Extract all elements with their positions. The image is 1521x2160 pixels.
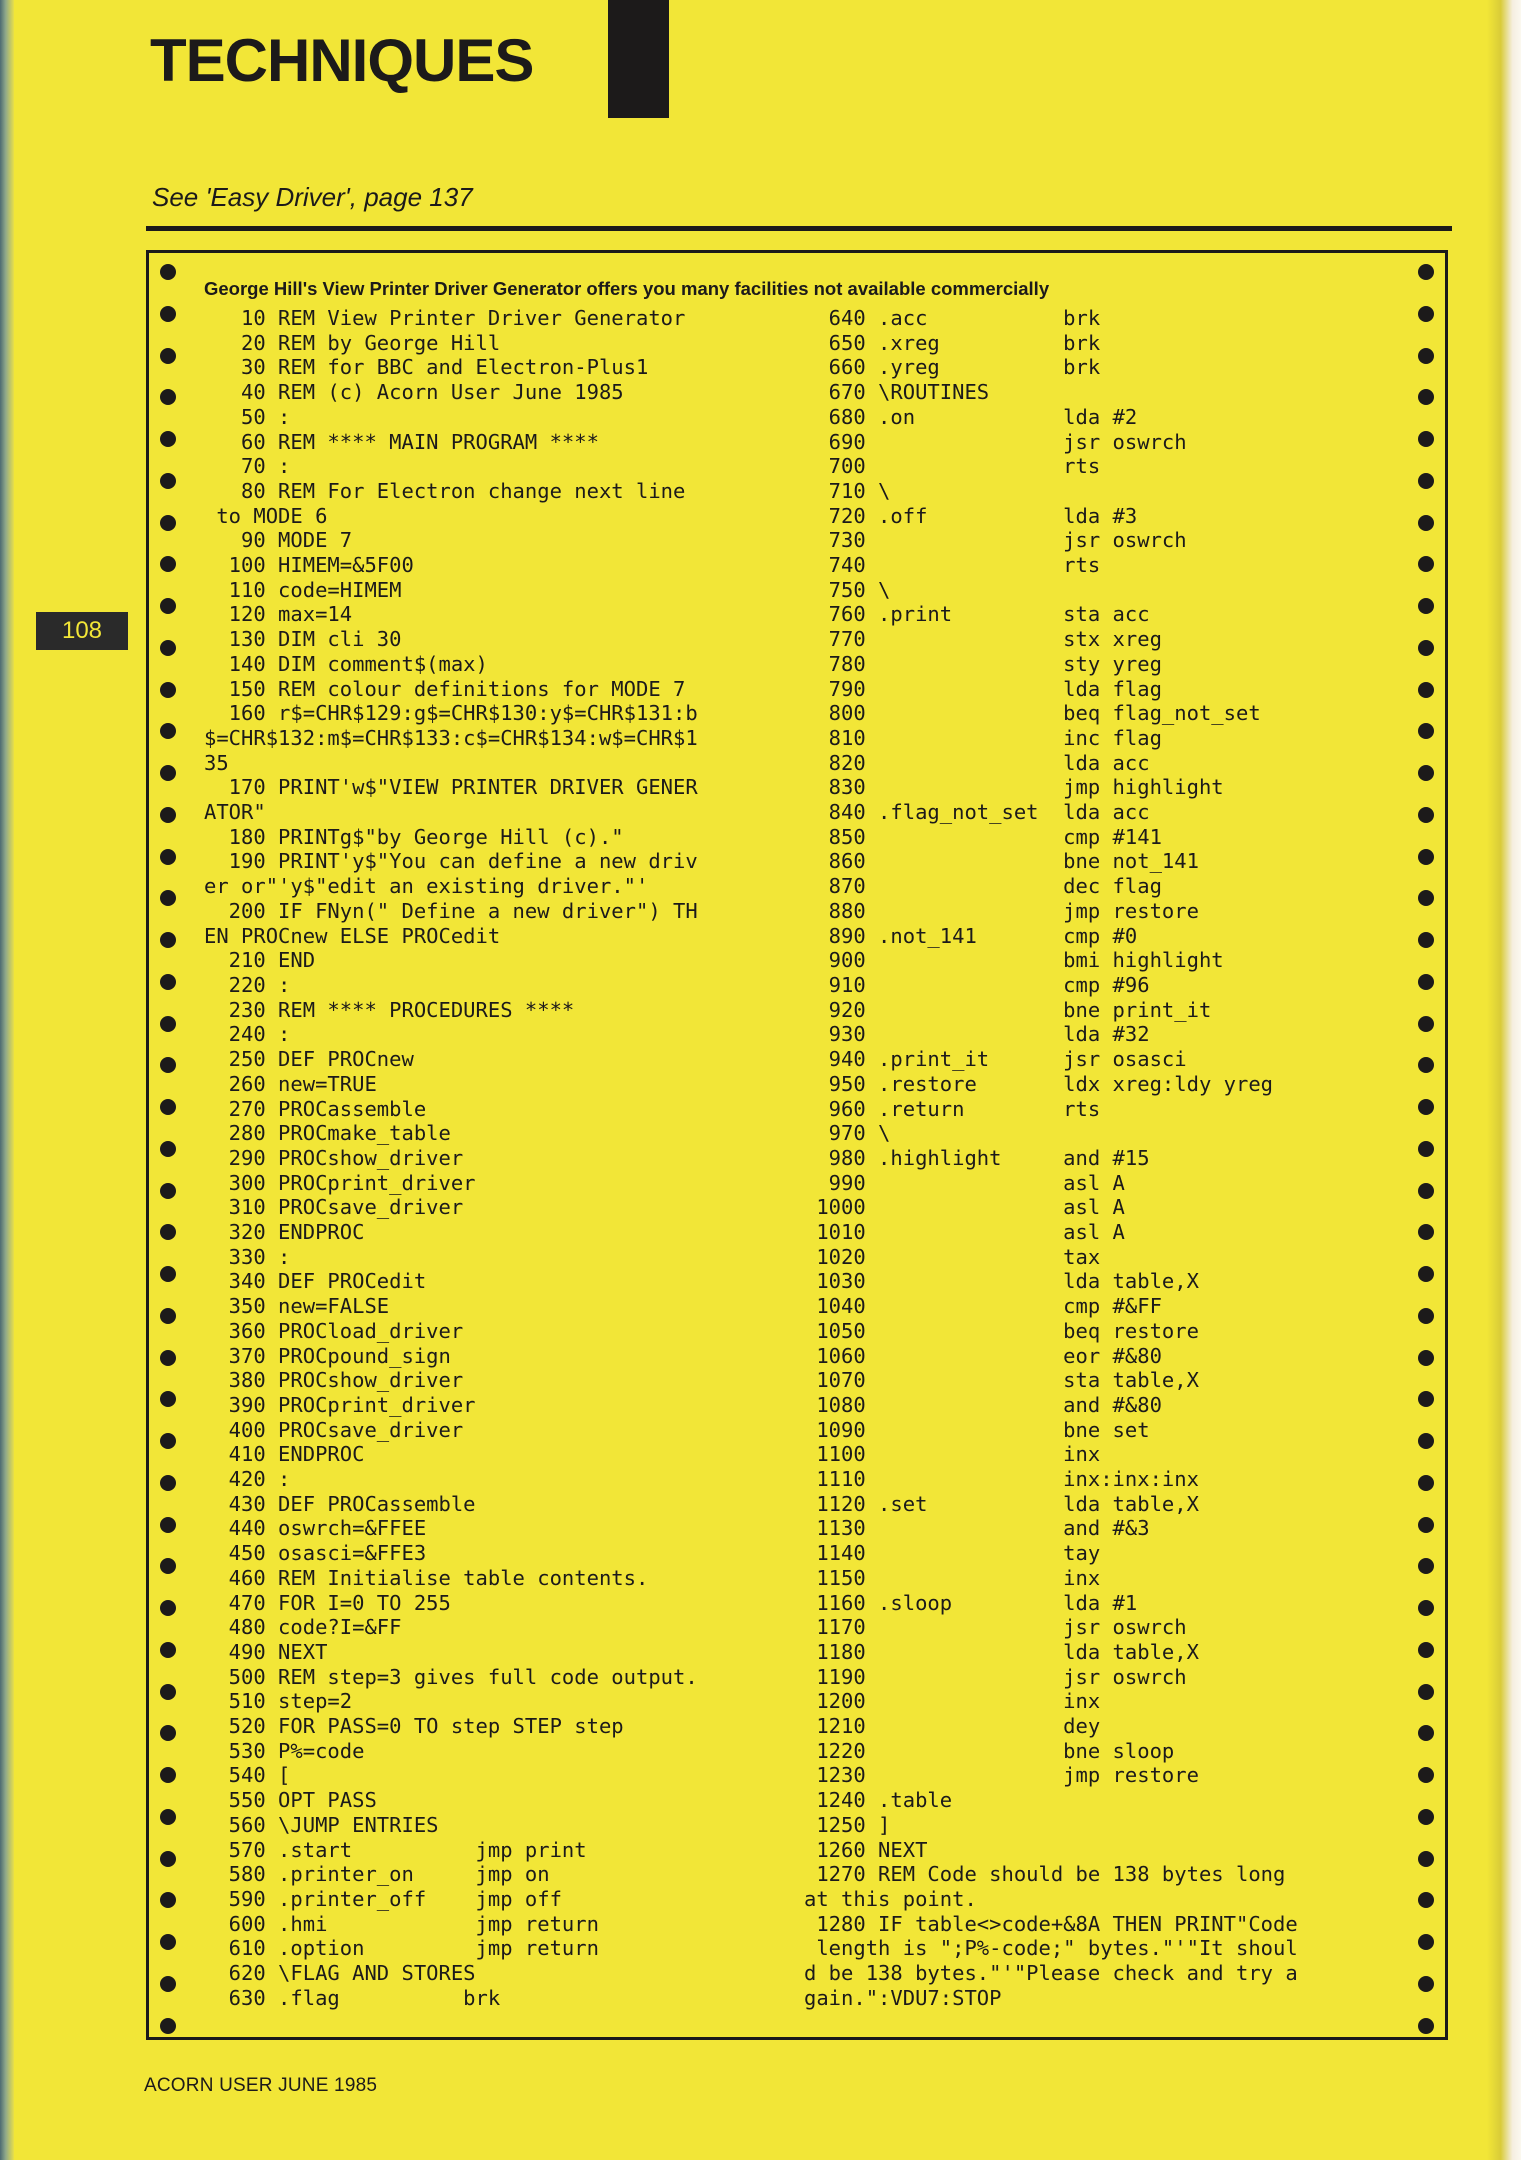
code-line: 650 .xreg brk bbox=[804, 330, 1101, 355]
sprocket-hole bbox=[160, 348, 176, 364]
code-line: 970 \ bbox=[804, 1121, 891, 1146]
sprocket-hole bbox=[1418, 598, 1434, 614]
code-line: 580 .printer_on jmp on bbox=[204, 1862, 550, 1887]
code-line: 35 bbox=[204, 750, 229, 775]
code-line: 1240 .table bbox=[804, 1788, 953, 1813]
sprocket-hole bbox=[160, 556, 176, 572]
code-line: 740 rts bbox=[804, 553, 1101, 578]
sprocket-hole bbox=[160, 389, 176, 405]
code-line: 350 new=FALSE bbox=[204, 1294, 390, 1319]
sprocket-hole bbox=[160, 1308, 176, 1324]
code-line: 980 .highlight and #15 bbox=[804, 1145, 1150, 1170]
code-line: 550 OPT PASS bbox=[204, 1788, 377, 1813]
sprocket-hole bbox=[160, 473, 176, 489]
code-line: 400 PROCsave_driver bbox=[204, 1417, 464, 1442]
sprocket-hole bbox=[1418, 1767, 1434, 1783]
code-line: 840 .flag_not_set lda acc bbox=[804, 800, 1150, 825]
code-line: 910 cmp #96 bbox=[804, 972, 1150, 997]
sprocket-hole bbox=[1418, 1266, 1434, 1282]
code-line: 1180 lda table,X bbox=[804, 1639, 1199, 1664]
code-line: 1160 .sloop lda #1 bbox=[804, 1590, 1138, 1615]
code-line: 210 END bbox=[204, 948, 316, 973]
code-line: 820 lda acc bbox=[804, 750, 1150, 775]
sprocket-hole bbox=[1418, 1433, 1434, 1449]
sprocket-hole bbox=[1418, 1892, 1434, 1908]
header-rule bbox=[146, 226, 1452, 231]
code-line: 190 PRINT'y$"You can define a new driv bbox=[204, 849, 698, 874]
sprocket-hole bbox=[160, 1016, 176, 1032]
sprocket-hole bbox=[160, 1892, 176, 1908]
code-line: 430 DEF PROCassemble bbox=[204, 1491, 476, 1516]
code-line: 830 jmp highlight bbox=[804, 775, 1224, 800]
sprocket-hole bbox=[1418, 1851, 1434, 1867]
sprocket-holes-left bbox=[158, 264, 178, 2034]
code-line: 610 .option jmp return bbox=[204, 1936, 599, 1961]
code-line: $=CHR$132:m$=CHR$133:c$=CHR$134:w$=CHR$1 bbox=[204, 725, 698, 750]
code-line: 720 .off lda #3 bbox=[804, 503, 1138, 528]
code-line: 530 P%=code bbox=[204, 1738, 365, 1763]
sprocket-hole bbox=[1418, 1475, 1434, 1491]
sprocket-hole bbox=[160, 765, 176, 781]
code-line: 630 .flag brk bbox=[204, 1985, 501, 2010]
code-line: 990 asl A bbox=[804, 1170, 1125, 1195]
code-listing-right-column bbox=[804, 306, 1416, 2011]
sprocket-hole bbox=[1418, 1099, 1434, 1115]
code-line: 780 sty yreg bbox=[804, 651, 1162, 676]
code-line: 260 new=TRUE bbox=[204, 1071, 377, 1096]
code-line: er or"'y$"edit an existing driver."' bbox=[204, 874, 649, 899]
code-line: 1090 bne set bbox=[804, 1417, 1150, 1442]
sprocket-hole bbox=[1418, 264, 1434, 280]
code-line: 390 PROCprint_driver bbox=[204, 1392, 476, 1417]
code-line: 120 max=14 bbox=[204, 602, 353, 627]
sprocket-hole bbox=[160, 306, 176, 322]
code-line: 110 code=HIMEM bbox=[204, 577, 402, 602]
code-line: 950 .restore ldx xreg:ldy yreg bbox=[804, 1071, 1273, 1096]
sprocket-hole bbox=[160, 2018, 176, 2034]
sprocket-hole bbox=[1418, 389, 1434, 405]
code-line: 660 .yreg brk bbox=[804, 355, 1101, 380]
code-line: 160 r$=CHR$129:g$=CHR$130:y$=CHR$131:b bbox=[204, 701, 698, 726]
code-line: to MODE 6 bbox=[204, 503, 328, 528]
sprocket-hole bbox=[160, 1976, 176, 1992]
code-line: 60 REM **** MAIN PROGRAM **** bbox=[204, 429, 599, 454]
code-line: 50 : bbox=[204, 404, 291, 429]
code-line: 1280 IF table<>code+&8A THEN PRINT"Code bbox=[804, 1911, 1298, 1936]
sprocket-hole bbox=[160, 1684, 176, 1700]
code-line: 240 : bbox=[204, 1022, 291, 1047]
sprocket-hole bbox=[1418, 765, 1434, 781]
code-listing-left-column bbox=[204, 306, 810, 2011]
code-line: 200 IF FNyn(" Define a new driver") TH bbox=[204, 898, 698, 923]
code-line: 890 .not_141 cmp #0 bbox=[804, 923, 1138, 948]
code-line: 570 .start jmp print bbox=[204, 1837, 587, 1862]
sprocket-hole bbox=[1418, 1809, 1434, 1825]
code-line: 180 PRINTg$"by George Hill (c)." bbox=[204, 824, 624, 849]
sprocket-hole bbox=[1418, 723, 1434, 739]
code-line: 420 : bbox=[204, 1467, 291, 1492]
code-line: 10 REM View Printer Driver Generator bbox=[204, 306, 686, 330]
listing-caption: George Hill's View Printer Driver Generator offers you many facilities not available commercially bbox=[204, 278, 1050, 299]
sprocket-hole bbox=[160, 1725, 176, 1741]
sprocket-hole bbox=[1418, 1976, 1434, 1992]
code-line: 1000 asl A bbox=[804, 1195, 1125, 1220]
code-line: 1270 REM Code should be 138 bytes long bbox=[804, 1862, 1286, 1887]
code-line: 1190 jsr oswrch bbox=[804, 1664, 1187, 1689]
code-line: 80 REM For Electron change next line bbox=[204, 478, 686, 503]
code-line: 300 PROCprint_driver bbox=[204, 1170, 476, 1195]
code-line: 500 REM step=3 gives full code output. bbox=[204, 1664, 698, 1689]
sprocket-hole bbox=[1418, 515, 1434, 531]
code-line: 850 cmp #141 bbox=[804, 824, 1162, 849]
code-line: 130 DIM cli 30 bbox=[204, 627, 402, 652]
section-marker-bar bbox=[608, 0, 669, 118]
page-binding-edge bbox=[0, 0, 14, 2160]
code-line: 730 jsr oswrch bbox=[804, 528, 1187, 553]
code-line: 1210 dey bbox=[804, 1714, 1101, 1739]
code-line: 940 .print_it jsr osasci bbox=[804, 1047, 1187, 1072]
code-line: 150 REM colour definitions for MODE 7 bbox=[204, 676, 686, 701]
sprocket-hole bbox=[160, 1851, 176, 1867]
sprocket-hole bbox=[1418, 1517, 1434, 1533]
code-line: 140 DIM comment$(max) bbox=[204, 651, 488, 676]
sprocket-hole bbox=[1418, 556, 1434, 572]
code-line: 1130 and #&3 bbox=[804, 1516, 1150, 1541]
code-line: 930 lda #32 bbox=[804, 1022, 1150, 1047]
sprocket-hole bbox=[160, 723, 176, 739]
sprocket-hole bbox=[1418, 1350, 1434, 1366]
code-line: 1260 NEXT bbox=[804, 1837, 928, 1862]
code-line: 360 PROCload_driver bbox=[204, 1318, 464, 1343]
sprocket-hole bbox=[160, 807, 176, 823]
code-line: 860 bne not_141 bbox=[804, 849, 1199, 874]
sprocket-hole bbox=[160, 682, 176, 698]
code-line: 270 PROCassemble bbox=[204, 1096, 427, 1121]
sprocket-hole bbox=[160, 1266, 176, 1282]
code-line: 1150 inx bbox=[804, 1565, 1101, 1590]
sprocket-hole bbox=[1418, 431, 1434, 447]
sprocket-hole bbox=[160, 849, 176, 865]
code-line: d be 138 bytes."'"Please check and try a bbox=[804, 1961, 1298, 1986]
code-line: 1020 tax bbox=[804, 1244, 1101, 1269]
code-line: 1100 inx bbox=[804, 1442, 1101, 1467]
code-line: 690 jsr oswrch bbox=[804, 429, 1187, 454]
code-line: 450 osasci=&FFE3 bbox=[204, 1541, 427, 1566]
code-line: 1030 lda table,X bbox=[804, 1269, 1199, 1294]
sprocket-hole bbox=[1418, 1308, 1434, 1324]
code-line: 230 REM **** PROCEDURES **** bbox=[204, 997, 575, 1022]
sprocket-hole bbox=[1418, 640, 1434, 656]
code-line: 410 ENDPROC bbox=[204, 1442, 365, 1467]
sprocket-hole bbox=[1418, 1934, 1434, 1950]
code-line: 540 [ bbox=[204, 1763, 291, 1788]
code-line: 100 HIMEM=&5F00 bbox=[204, 553, 414, 578]
sprocket-hole bbox=[160, 1391, 176, 1407]
sprocket-hole bbox=[160, 932, 176, 948]
code-line: 1060 eor #&80 bbox=[804, 1343, 1162, 1368]
code-line: 170 PRINT'w$"VIEW PRINTER DRIVER GENER bbox=[204, 775, 698, 800]
code-line: 670 \ROUTINES bbox=[804, 380, 990, 405]
code-line: 1050 beq restore bbox=[804, 1318, 1199, 1343]
sprocket-hole bbox=[160, 1475, 176, 1491]
sprocket-hole bbox=[1418, 849, 1434, 865]
code-line: 1010 asl A bbox=[804, 1220, 1125, 1245]
sprocket-hole bbox=[160, 1517, 176, 1533]
code-line: ATOR" bbox=[204, 800, 266, 825]
sprocket-hole bbox=[1418, 1684, 1434, 1700]
code-line: 440 oswrch=&FFEE bbox=[204, 1516, 427, 1541]
code-line: 900 bmi highlight bbox=[804, 948, 1224, 973]
code-line: length is ";P%-code;" bytes."'"It shoul bbox=[804, 1936, 1298, 1961]
code-line: 290 PROCshow_driver bbox=[204, 1145, 464, 1170]
code-line: 470 FOR I=0 TO 255 bbox=[204, 1590, 451, 1615]
code-line: 590 .printer_off jmp off bbox=[204, 1887, 562, 1911]
sprocket-hole bbox=[160, 598, 176, 614]
code-line: gain.":VDU7:STOP bbox=[804, 1985, 1002, 2010]
code-line: 1040 cmp #&FF bbox=[804, 1294, 1162, 1319]
sprocket-hole bbox=[1418, 1057, 1434, 1073]
code-line: 510 step=2 bbox=[204, 1689, 353, 1714]
code-line: 250 DEF PROCnew bbox=[204, 1047, 414, 1072]
code-line: 770 stx xreg bbox=[804, 627, 1162, 652]
code-line: 760 .print sta acc bbox=[804, 602, 1150, 627]
sprocket-hole bbox=[1418, 1558, 1434, 1574]
sprocket-hole bbox=[160, 1934, 176, 1950]
sprocket-hole bbox=[1418, 1224, 1434, 1240]
code-line: 1220 bne sloop bbox=[804, 1738, 1175, 1763]
code-line: 600 .hmi jmp return bbox=[204, 1911, 599, 1936]
sprocket-hole bbox=[1418, 1141, 1434, 1157]
sprocket-hole bbox=[1418, 807, 1434, 823]
code-line: 560 \JUMP ENTRIES bbox=[204, 1812, 439, 1837]
sprocket-hole bbox=[160, 1183, 176, 1199]
code-line: 700 rts bbox=[804, 454, 1101, 479]
sprocket-hole bbox=[1418, 890, 1434, 906]
cross-reference: See 'Easy Driver', page 137 bbox=[152, 182, 473, 212]
sprocket-hole bbox=[1418, 348, 1434, 364]
code-line: 330 : bbox=[204, 1244, 291, 1269]
code-line: 90 MODE 7 bbox=[204, 528, 353, 553]
code-line: 460 REM Initialise table contents. bbox=[204, 1565, 649, 1590]
code-line: 480 code?I=&FF bbox=[204, 1615, 402, 1640]
sprocket-hole bbox=[1418, 306, 1434, 322]
sprocket-hole bbox=[160, 1433, 176, 1449]
sprocket-hole bbox=[1418, 1642, 1434, 1658]
sprocket-hole bbox=[1418, 1016, 1434, 1032]
code-line: 1140 tay bbox=[804, 1541, 1101, 1566]
sprocket-hole bbox=[1418, 2018, 1434, 2034]
code-line: 750 \ bbox=[804, 577, 891, 602]
sprocket-hole bbox=[1418, 473, 1434, 489]
sprocket-hole bbox=[1418, 1725, 1434, 1741]
sprocket-hole bbox=[160, 1600, 176, 1616]
sprocket-hole bbox=[160, 1350, 176, 1366]
sprocket-hole bbox=[1418, 1600, 1434, 1616]
code-line: at this point. bbox=[804, 1887, 977, 1911]
code-line: 1170 jsr oswrch bbox=[804, 1615, 1187, 1640]
code-line: 30 REM for BBC and Electron-Plus1 bbox=[204, 355, 649, 380]
code-line: 490 NEXT bbox=[204, 1639, 328, 1664]
sprocket-hole bbox=[160, 515, 176, 531]
sprocket-hole bbox=[1418, 1391, 1434, 1407]
sprocket-hole bbox=[160, 974, 176, 990]
sprocket-hole bbox=[1418, 974, 1434, 990]
code-line: 880 jmp restore bbox=[804, 898, 1199, 923]
code-line: 380 PROCshow_driver bbox=[204, 1368, 464, 1393]
code-line: 620 \FLAG AND STORES bbox=[204, 1961, 476, 1986]
sprocket-hole bbox=[1418, 682, 1434, 698]
sprocket-hole bbox=[160, 1767, 176, 1783]
next-page-edge bbox=[1487, 0, 1521, 2160]
sprocket-hole bbox=[160, 1141, 176, 1157]
code-line: 310 PROCsave_driver bbox=[204, 1195, 464, 1220]
code-line: 1250 ] bbox=[804, 1812, 891, 1837]
sprocket-hole bbox=[160, 1099, 176, 1115]
code-line: 870 dec flag bbox=[804, 874, 1162, 899]
sprocket-hole bbox=[160, 1809, 176, 1825]
sprocket-hole bbox=[160, 264, 176, 280]
sprocket-hole bbox=[160, 1642, 176, 1658]
code-line: EN PROCnew ELSE PROCedit bbox=[204, 923, 501, 948]
sprocket-hole bbox=[160, 431, 176, 447]
code-line: 1080 and #&80 bbox=[804, 1392, 1162, 1417]
sprocket-hole bbox=[160, 640, 176, 656]
sprocket-holes-right bbox=[1416, 264, 1436, 2034]
code-line: 370 PROCpound_sign bbox=[204, 1343, 451, 1368]
code-line: 1070 sta table,X bbox=[804, 1368, 1199, 1393]
code-line: 280 PROCmake_table bbox=[204, 1121, 451, 1146]
sprocket-hole bbox=[160, 1224, 176, 1240]
code-line: 40 REM (c) Acorn User June 1985 bbox=[204, 380, 624, 405]
code-line: 520 FOR PASS=0 TO step STEP step bbox=[204, 1714, 624, 1739]
code-line: 800 beq flag_not_set bbox=[804, 701, 1261, 726]
footer-issue: ACORN USER JUNE 1985 bbox=[144, 2075, 378, 2096]
sprocket-hole bbox=[1418, 1183, 1434, 1199]
code-line: 640 .acc brk bbox=[804, 306, 1101, 330]
code-line: 1200 inx bbox=[804, 1689, 1101, 1714]
code-line: 340 DEF PROCedit bbox=[204, 1269, 427, 1294]
section-title: TECHNIQUES bbox=[150, 27, 534, 94]
sprocket-hole bbox=[1418, 932, 1434, 948]
code-line: 790 lda flag bbox=[804, 676, 1162, 701]
code-line: 20 REM by George Hill bbox=[204, 330, 501, 355]
code-line: 680 .on lda #2 bbox=[804, 404, 1138, 429]
code-line: 70 : bbox=[204, 454, 291, 479]
code-line: 920 bne print_it bbox=[804, 997, 1212, 1022]
code-line: 1230 jmp restore bbox=[804, 1763, 1199, 1788]
code-line: 1120 .set lda table,X bbox=[804, 1491, 1199, 1516]
code-line: 220 : bbox=[204, 972, 291, 997]
code-line: 960 .return rts bbox=[804, 1096, 1101, 1121]
sprocket-hole bbox=[160, 1057, 176, 1073]
page-number-tab: 108 bbox=[36, 612, 128, 650]
code-line: 320 ENDPROC bbox=[204, 1220, 365, 1245]
code-line: 1110 inx:inx:inx bbox=[804, 1467, 1199, 1492]
code-line: 710 \ bbox=[804, 478, 891, 503]
sprocket-hole bbox=[160, 1558, 176, 1574]
code-line: 810 inc flag bbox=[804, 725, 1162, 750]
sprocket-hole bbox=[160, 890, 176, 906]
